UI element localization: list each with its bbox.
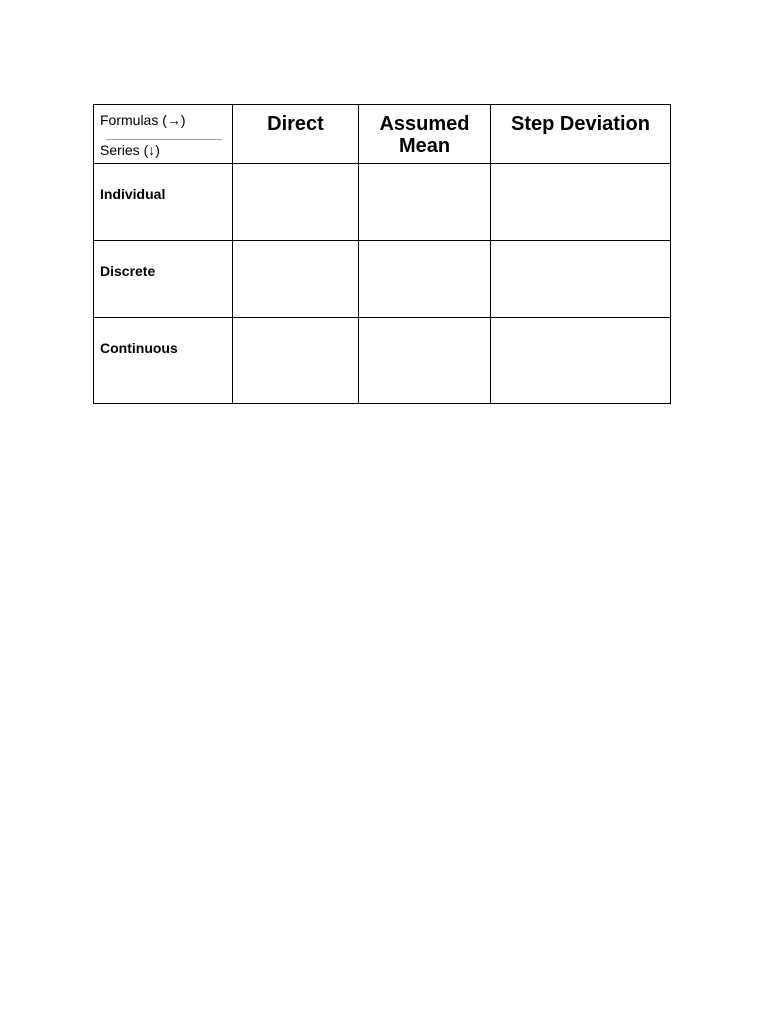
formulas-axis-label: Formulas (→) [100,112,186,128]
table-cell [233,241,359,318]
table-row [94,164,671,241]
corner-divider [106,139,222,140]
column-header-step-deviation: Step Deviation [491,105,671,164]
document-page [93,104,670,404]
table-cell [491,241,671,318]
row-header-discrete: Discrete [94,241,233,318]
mean-formulas-table [93,104,671,404]
table-row [94,318,671,404]
table-row [94,241,671,318]
table-header-row [94,105,671,164]
row-header-continuous: Continuous [94,318,233,404]
column-header-direct: Direct [233,105,359,164]
table-cell [233,164,359,241]
table-cell [491,318,671,404]
table-cell [359,241,491,318]
column-header-assumed-mean: Assumed Mean [359,105,491,164]
row-header-individual: Individual [94,164,233,241]
corner-cell [94,105,233,164]
series-axis-label: Series (↓) [100,142,160,158]
table-cell [359,318,491,404]
table-cell [359,164,491,241]
table-cell [491,164,671,241]
table-cell [233,318,359,404]
